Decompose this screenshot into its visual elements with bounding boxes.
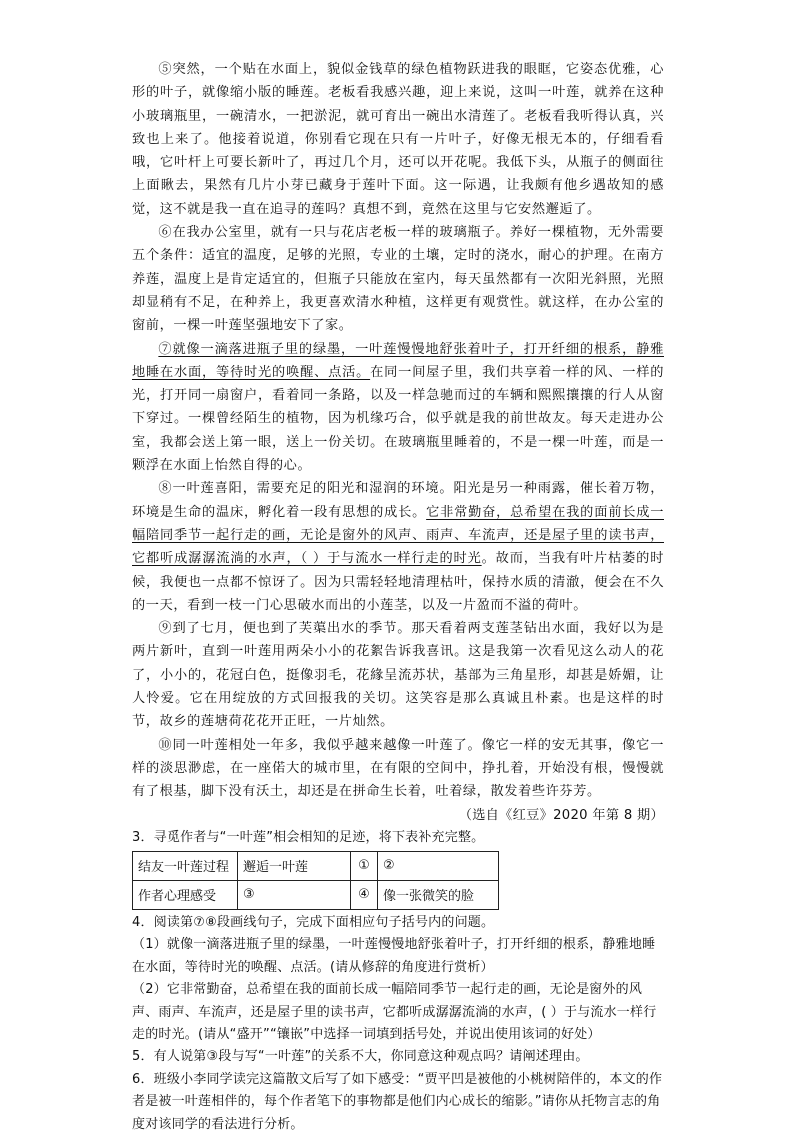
table-row	[133, 880, 499, 909]
question-4-1: （1）就像一滴落进瓶子里的绿墨，一叶莲慢慢地舒张着叶子，打开纤细的根系，静雅地睡在水面，等待时光的唤醒、点活。(请从修辞的角度进行赏析）	[132, 937, 656, 975]
table-cell: 邂逅一叶莲	[238, 851, 351, 880]
paragraph-8-underlined: 它非常勤奋，总希望在我的面前长成一幅陪同季节一起行走的画，无论是窗外的风声、雨声、车流声，还是屋子里的读书声，它都听成潺潺流淌的水声，（ ）于与流水一样行走的时光	[132, 504, 664, 567]
paragraph-6: ⑥在我办公室里，就有一只与花店老板一样的玻璃瓶子。养好一棵植物，无外需要五个条件：适宜的温度，足够的光照，专业的土壤，定时的浇水，耐心的护理。在南方养莲，温度上是肯定适宜的，但瓶子只能放在室内，每天虽然都有一次阳光斜照，光照却显稍有不足，在种养上，我更喜欢清水种植，这样更有观赏性。就这样，在办公室的窗前，一棵一叶莲坚强地安下了家。	[132, 225, 664, 334]
paragraph-9: ⑨到了七月，便也到了芙蕖出水的季节。那天看着两支莲茎钻出水面，我好以为是两片新叶，直到一叶莲用两朵小小的花絮告诉我喜讯。这是我第一次看见这么动人的花了，小小的，花冠白色，挺像羽毛，花緣呈流苏状，基部为三角星形，却甚是娇媚，让人怜爱。它在用绽放的方式回报我的关切。这笑容是那么真诚且朴素。也是这样的时节，故乡的莲塘荷花花开正旺，一片灿然。	[132, 621, 664, 730]
paragraph-7	[132, 338, 664, 478]
table-cell-blank[interactable]: ②	[378, 851, 499, 880]
paragraph-5: ⑤突然，一个贴在水面上，貌似金钱草的绿色植物跃进我的眼眶，它姿态优雅，心形的叶子，就像缩小版的睡莲。老板看我感兴趣，迎上来说，这叫一叶莲，就养在这种小玻璃瓶里，一碗清水，一把淤泥，就可育出一碗出水清莲了。老板看我听得认真，兴致也上来了。他接着说道，你别看它现在只有一片叶子，好像无根无本的，仔细看看哦，它叶杆上可要长新叶了，再过几个月，还可以开花呢。我低下头，从瓶子的侧面往上面瞅去，果然有几片小芽已藏身于莲叶下面。这一际遇，让我颇有他乡遇故知的感觉，这不就是我一直在追寻的莲吗？真想不到，竟然在这里与它安然邂逅了。	[132, 62, 664, 217]
table-cell-blank[interactable]: ①	[351, 851, 378, 880]
paragraph-7-rest: 在同一间屋子里，我们共享着一样的风、一样的光，打开同一扇窗户，看着同一条路，以及一样急驰而过的车辆和熙熙攘攘的行人从窗下穿过。一棵曾经陌生的植物，因为机缘巧合，似乎就是我的前世故友。每天走进办公室，我都会送上第一眼，送上一份关切。在玻璃瓶里睡着的，不是一棵一叶莲，而是一颗浮在水面上怡然自得的心。	[132, 364, 664, 474]
paragraph-7-underlined: ⑦就像一滴落进瓶子里的绿墨，一叶莲慢慢地舒张着叶子，打开纤细的根系，静雅地睡在水面，等待时光的唤醒、点活。	[132, 341, 664, 380]
answer-table	[132, 851, 499, 910]
paragraph-10: ⑩同一叶莲相处一年多，我似乎越来越像一叶莲了。像它一样的安无其事，像它一样的淡思渺虑，在一座偌大的城市里，在有限的空间中，挣扎着，开始没有根，慢慢就有了根基，脚下没有沃土，却还是在拼命生长着，吐着绿，散发着些许芬芳。	[132, 737, 664, 800]
question-3: 3．寻觅作者与“一叶莲”相会相知的足迹，将下表补充完整。	[132, 829, 485, 845]
question-5: 5．有人说第③段与写“一叶莲”的关系不大，你同意这种观点吗？请阐述理由。	[132, 1049, 589, 1065]
table-row	[133, 851, 499, 880]
paragraph-8	[132, 477, 664, 617]
table-cell: 作者心理感受	[133, 880, 238, 909]
table-cell-blank[interactable]: ④	[351, 880, 378, 909]
article-source: （选自《红豆》2020 年第 8 期）	[458, 807, 664, 823]
question-4: 4．阅读第⑦⑧段画线句子，完成下面相应句子括号内的问题。	[132, 914, 495, 930]
table-cell: 结友一叶莲过程	[133, 851, 238, 880]
paragraph-8-end: 。故而，当我有叶片枯萎的时候，我便也一点都不惊讶了。因为只需轻轻地清理枯叶，保持水质的清澈，便会在不久的一天，看到一枝一门心思破水而出的小莲茎，以及一片盈而不溢的荷叶。	[132, 551, 664, 613]
question-6: 6．班级小李同学读完这篇散文后写了如下感受：“贾平凹是被他的小桃树陪伴的，本文的作者是被一叶莲相伴的，每个作者笔下的事物都是他们内心成长的缩影。”请你从托物言志的角度对该同学的看法进行分析。	[132, 1071, 663, 1132]
question-4-2: （2）它非常勤奋，总希望在我的面前长成一幅陪同季节一起行走的画，无论是窗外的风声、雨声、车流声，还是屋子里的读书声，它都听成潺潺流淌的水声，( ）于与流水一样行走的时光。(请从“盛开”“镶嵌”中选择一词填到括号处，并说出使用该词的好处）	[132, 982, 657, 1042]
table-cell-blank[interactable]: ③	[238, 880, 351, 909]
table-cell: 像一张微笑的脸	[378, 880, 499, 909]
exam-page	[132, 58, 664, 1136]
paragraph-8-start: ⑧一叶莲喜阳，需要充足的阳光和湿润的环境。阳光是另一种雨露，催长着万物，环境是生命的温床，孵化着一段有思想的成长。	[132, 481, 664, 520]
